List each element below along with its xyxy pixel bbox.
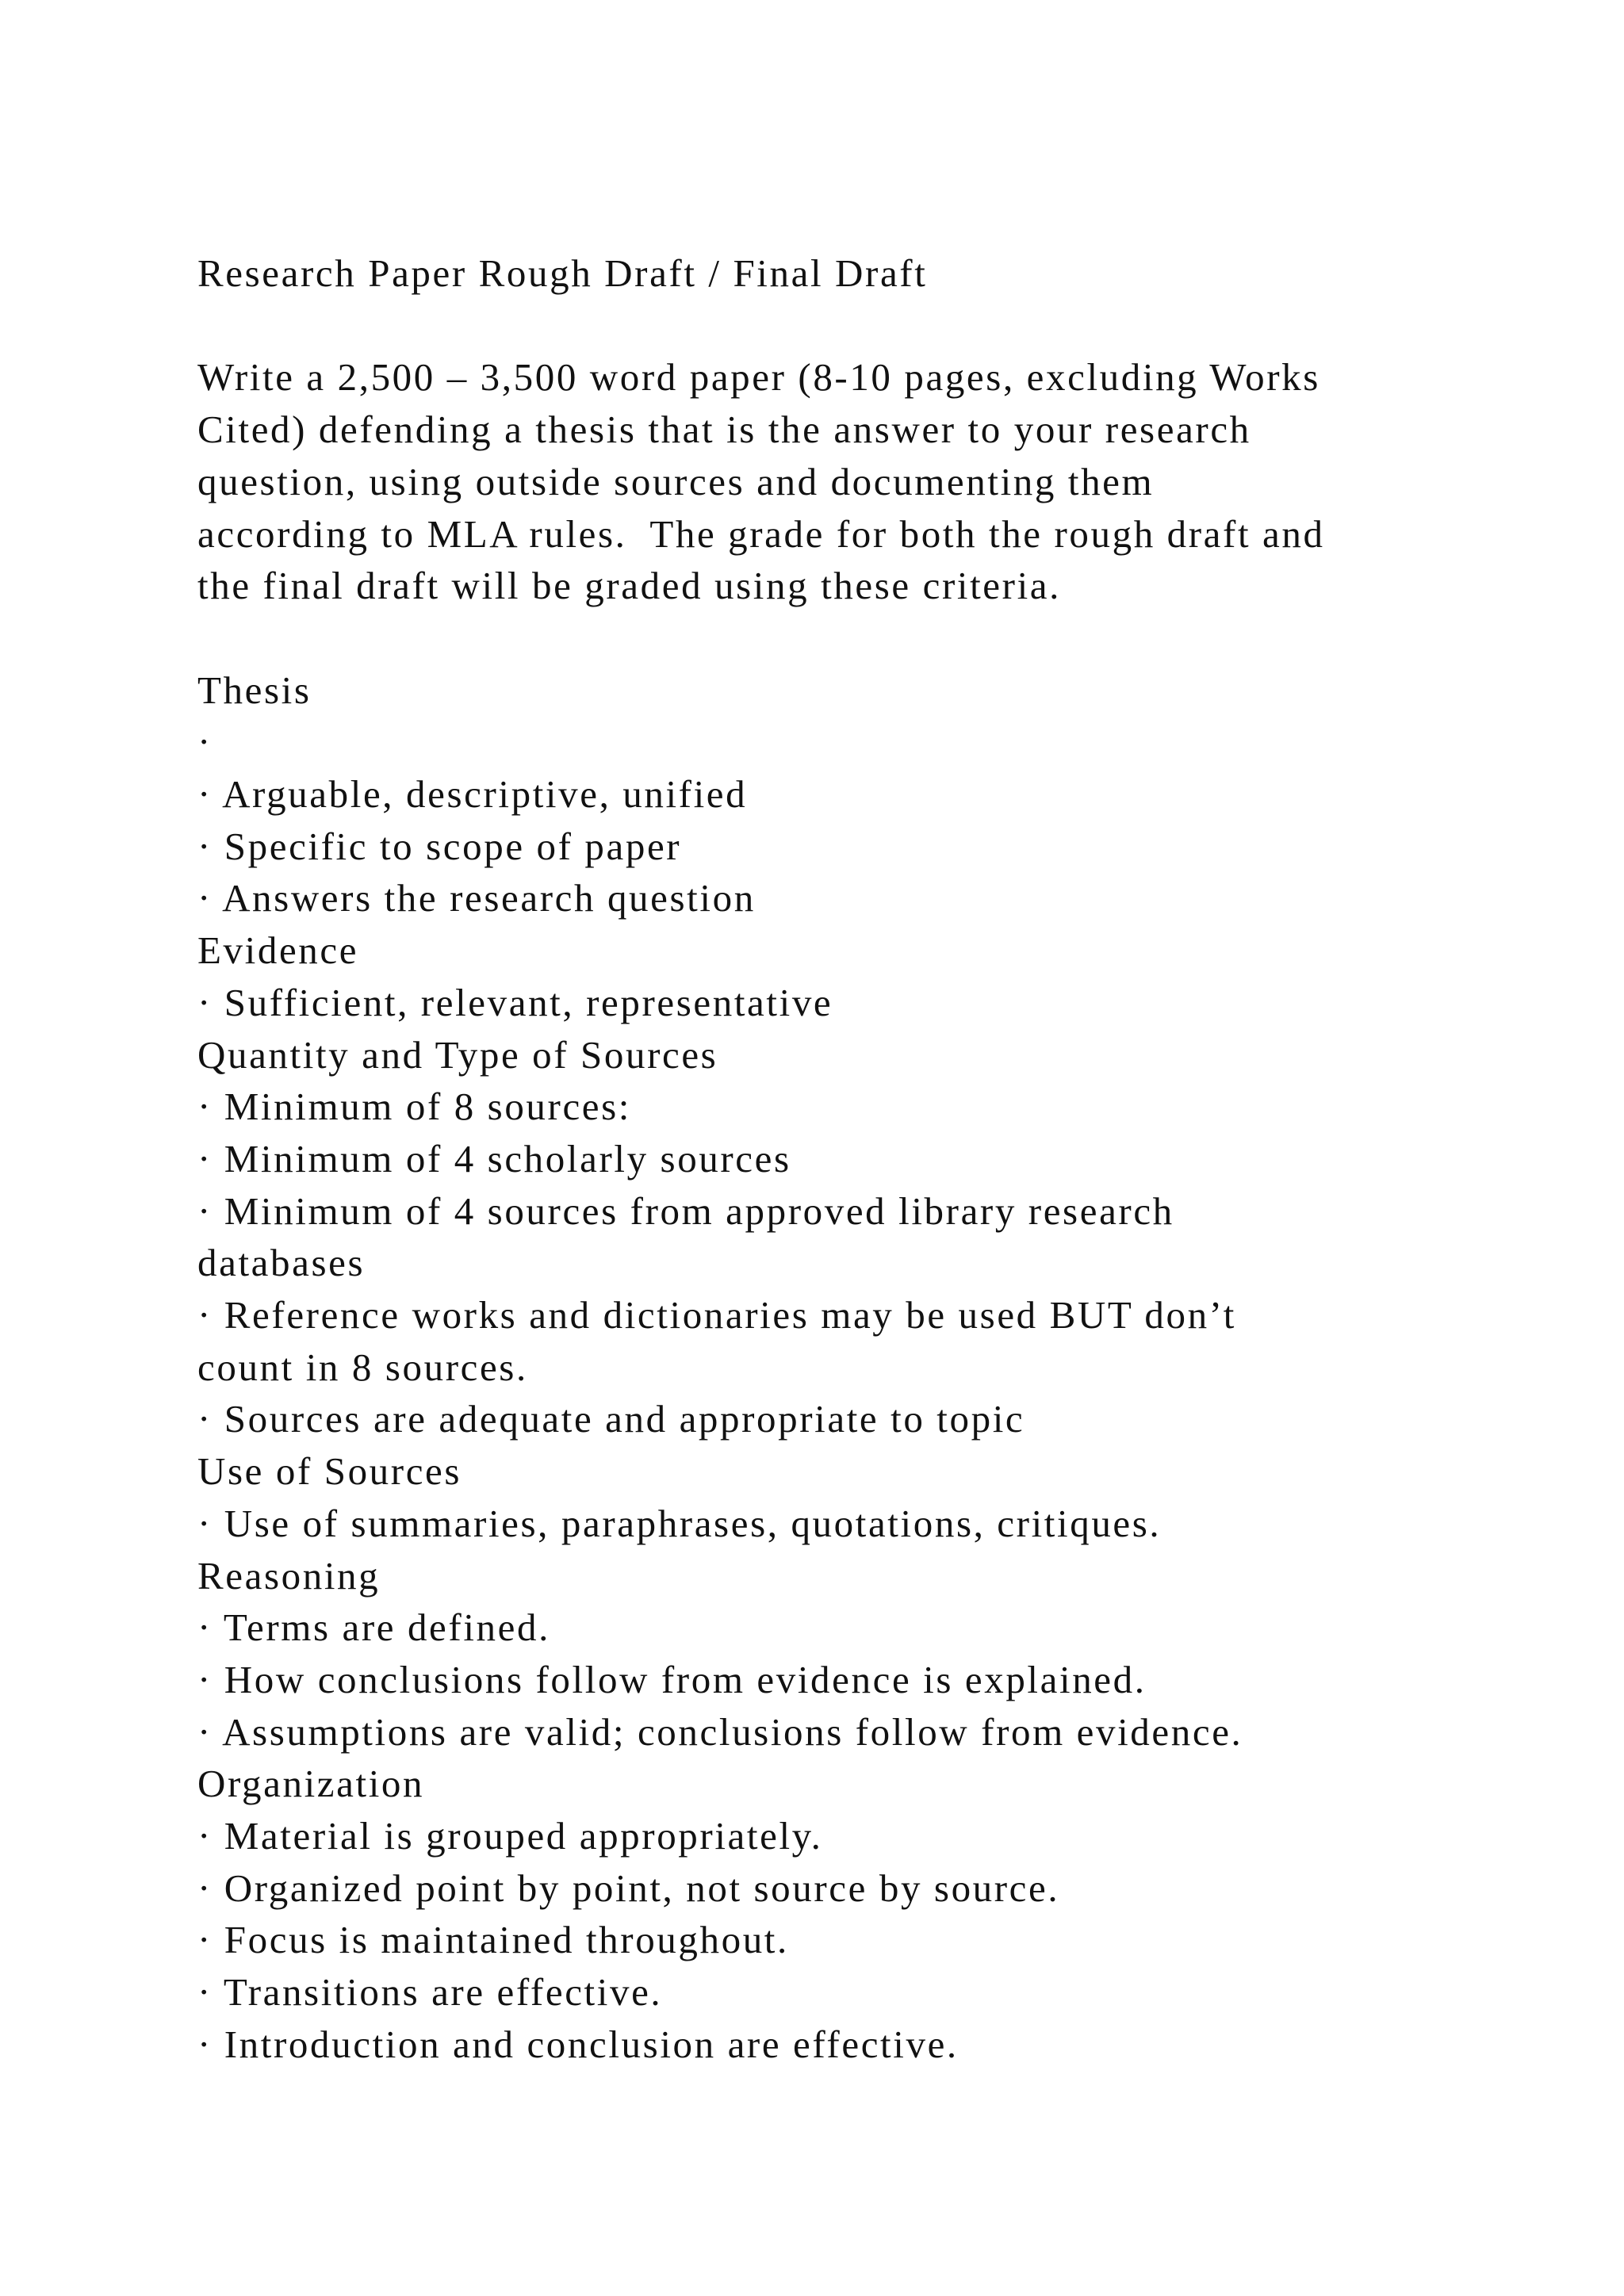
criteria-bullet: · Specific to scope of paper bbox=[197, 824, 682, 868]
criteria-bullet: · Organized point by point, not source by source. bbox=[197, 1866, 1060, 1910]
criteria-bullet: · Arguable, descriptive, unified bbox=[197, 772, 748, 816]
criteria-bullet: · Assumptions are valid; conclusions follow from evidence. bbox=[197, 1709, 1243, 1754]
criteria-bullet-continuation: count in 8 sources. bbox=[197, 1345, 528, 1389]
criteria-bullet: · Minimum of 8 sources: bbox=[197, 1085, 632, 1129]
criteria-bullet: · Answers the research question bbox=[197, 876, 756, 920]
criteria-bullet: · bbox=[197, 720, 213, 764]
criteria-bullet: · Focus is maintained throughout. bbox=[197, 1918, 789, 1962]
criteria-heading-reasoning: Reasoning bbox=[197, 1553, 381, 1598]
criteria-bullet: · Introduction and conclusion are effective. bbox=[197, 2022, 959, 2066]
intro-line: Write a 2,500 – 3,500 word paper (8-10 pages, excluding Works bbox=[197, 355, 1320, 400]
criteria-heading-evidence: Evidence bbox=[197, 928, 359, 973]
criteria-heading-use-of-sources: Use of Sources bbox=[197, 1449, 462, 1494]
intro-line: the final draft will be graded using these criteria. bbox=[197, 564, 1061, 608]
criteria-bullet: · Material is grouped appropriately. bbox=[197, 1814, 823, 1858]
criteria-bullet: · Use of summaries, paraphrases, quotations, critiques. bbox=[197, 1501, 1162, 1545]
criteria-bullet: · Sources are adequate and appropriate to topic bbox=[197, 1397, 1025, 1441]
intro-line: according to MLA rules. The grade for both the rough draft and bbox=[197, 511, 1325, 556]
intro-line: question, using outside sources and documenting them bbox=[197, 459, 1155, 503]
criteria-bullet: · How conclusions follow from evidence is explained. bbox=[197, 1657, 1147, 1701]
criteria-heading-sources: Quantity and Type of Sources bbox=[197, 1032, 718, 1077]
intro-line: Cited) defending a thesis that is the answer to your research bbox=[197, 408, 1251, 452]
criteria-bullet-continuation: databases bbox=[197, 1241, 366, 1285]
criteria-bullet: · Reference works and dictionaries may be used BUT don’t bbox=[197, 1293, 1236, 1337]
criteria-bullet: · Sufficient, relevant, representative bbox=[197, 980, 833, 1024]
criteria-bullet: · Terms are defined. bbox=[197, 1605, 550, 1650]
criteria-heading-thesis: Thesis bbox=[197, 668, 312, 712]
document-title: Research Paper Rough Draft / Final Draft bbox=[197, 251, 928, 295]
document-title-block bbox=[197, 247, 1498, 300]
criteria-list bbox=[197, 664, 1498, 2071]
criteria-bullet: · Minimum of 4 sources from approved library research bbox=[197, 1188, 1174, 1233]
intro-paragraph bbox=[197, 351, 1498, 612]
criteria-bullet: · Transitions are effective. bbox=[197, 1970, 663, 2015]
document-page bbox=[197, 247, 1498, 2071]
criteria-bullet: · Minimum of 4 scholarly sources bbox=[197, 1136, 791, 1181]
criteria-heading-organization: Organization bbox=[197, 1762, 425, 1806]
